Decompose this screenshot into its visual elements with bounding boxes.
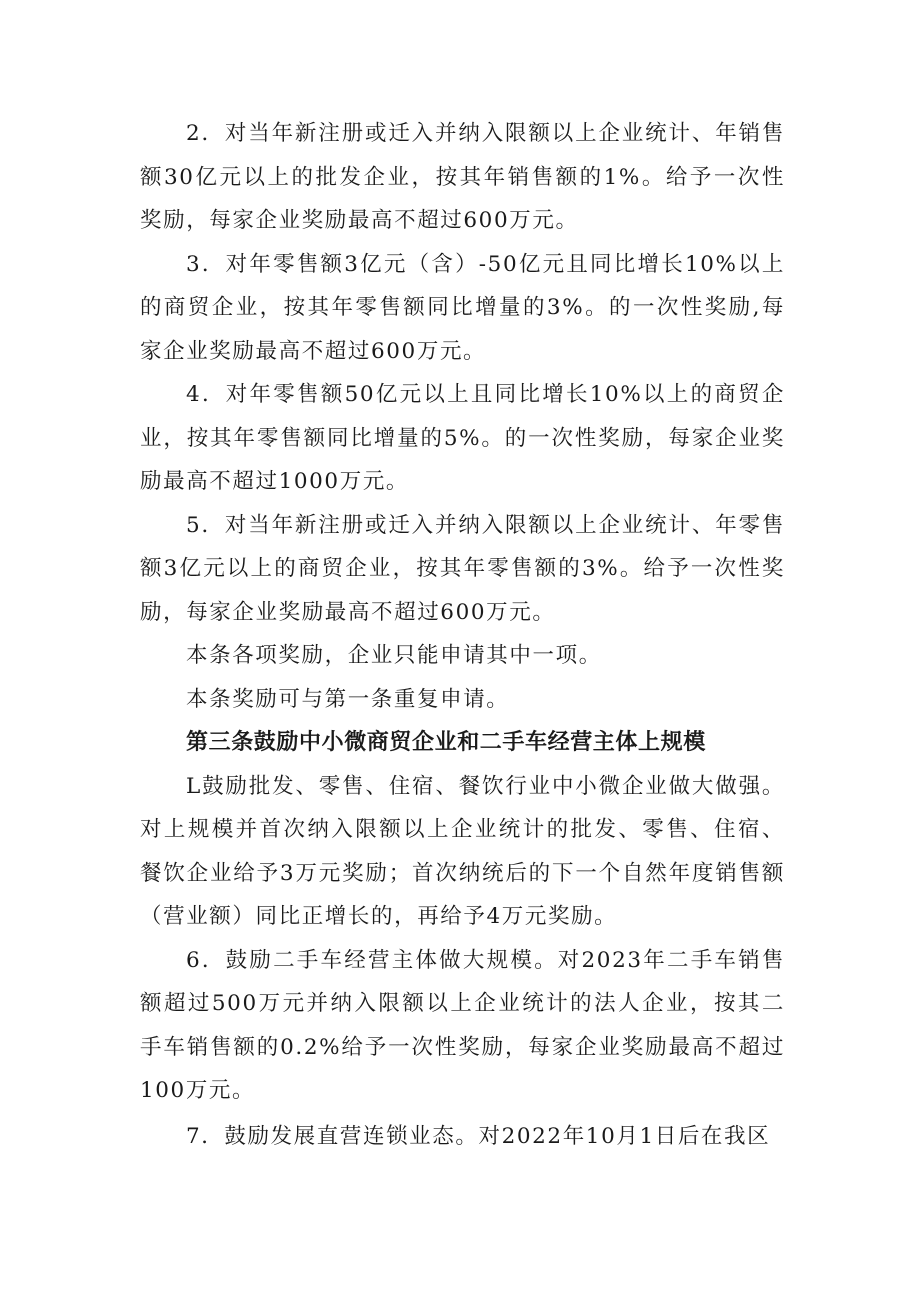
paragraph-item-6: 6．鼓励二手车经营主体做大规模。对2023年二手车销售额超过500万元并纳入限额以上企业统计的法人企业，按其二手车销售额的0.2%给予一次性奖励，每家企业奖励最高不超过100万元。 (140, 947, 785, 1103)
paragraph-item-5: 5．对当年新注册或迁入并纳入限额以上企业统计、年零售额3亿元以上的商贸企业，按其年零售额的3%。给予一次性奖励，每家企业奖励最高不超过600万元。 (140, 512, 785, 625)
section-heading-article-3: 第三条鼓励中小微商贸企业和二手车经营主体上规模 (186, 730, 706, 755)
paragraph-note-one-only: 本条各项奖励，企业只能申请其中一项。 (186, 643, 602, 668)
paragraph-item-1-small-enterprises: L鼓励批发、零售、住宿、餐饮行业中小微企业做大做强。对上规模并首次纳入限额以上企业统计的批发、零售、住宿、餐饮企业给予3万元奖励；首次纳统后的下一个自然年度销售额（营业额）同比正增长的，再给予4万元奖励。 (140, 773, 785, 929)
paragraph-item-3: 3．对年零售额3亿元（含）-50亿元且同比增长10%以上的商贸企业，按其年零售额同比增量的3%。的一次性奖励,每家企业奖励最高不超过600万元。 (140, 251, 785, 364)
document-body (140, 112, 785, 1158)
paragraph-item-2: 2．对当年新注册或迁入并纳入限额以上企业统计、年销售额30亿元以上的批发企业，按其年销售额的1%。给予一次性奖励，每家企业奖励最高不超过600万元。 (140, 121, 785, 233)
paragraph-item-7: 7．鼓励发展直营连锁业态。对2022年10月1日后在我区 (186, 1123, 771, 1149)
paragraph-item-4: 4．对年零售额50亿元以上且同比增长10%以上的商贸企业，按其年零售额同比增量的5%。的一次性奖励，每家企业奖励最高不超过1000万元。 (140, 382, 785, 494)
paragraph-note-repeat: 本条奖励可与第一条重复申请。 (186, 686, 510, 712)
